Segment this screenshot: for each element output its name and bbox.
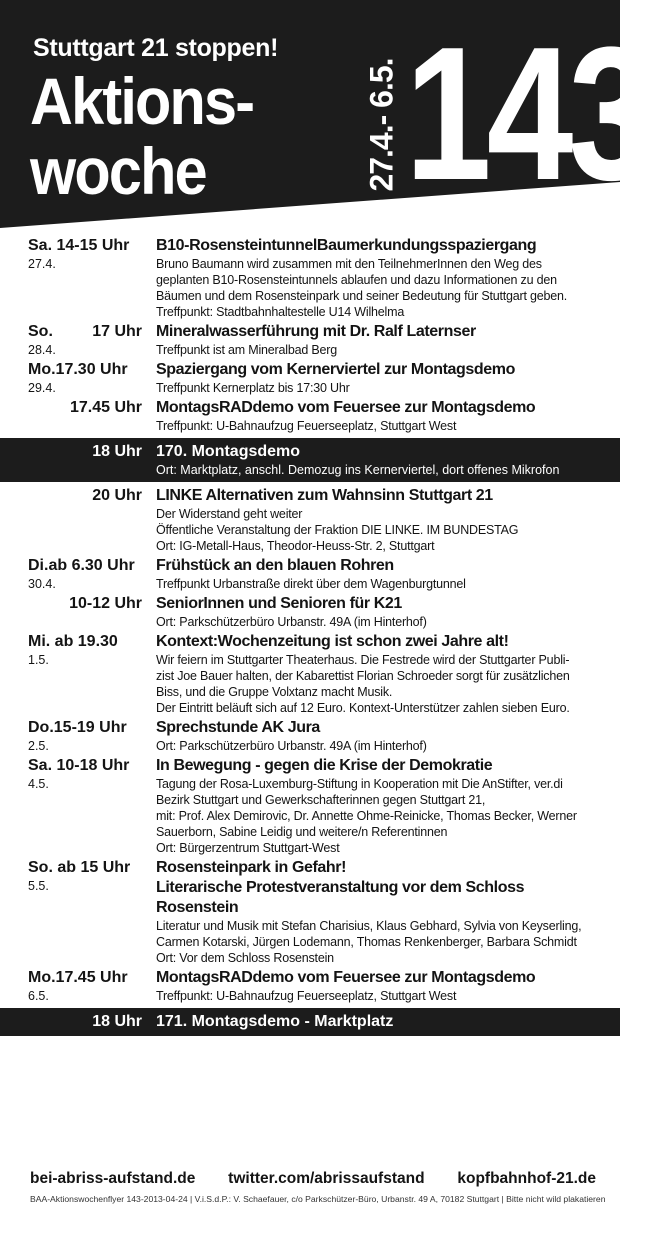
- event-desc-line: Treffpunkt: U-Bahnaufzug Feuerseeplatz, Stuttgart West: [156, 419, 457, 433]
- event-date: 5.5.: [28, 879, 49, 893]
- header-week-number: 143: [405, 8, 650, 220]
- event-day: Mo.17.30 Uhr: [28, 361, 128, 378]
- event-date: 1.5.: [28, 653, 49, 667]
- event-title: LINKE Alternativen zum Wahnsinn Stuttgart 21: [156, 487, 493, 504]
- event-desc-line: Der Eintritt beläuft sich auf 12 Euro. Kontext-Unterstützer zahlen sieben Euro.: [156, 701, 570, 715]
- event-desc-line: Carmen Kotarski, Jürgen Lodemann, Thomas Renkenberger, Barbara Schmidt: [156, 935, 577, 949]
- bar-title: 171. Montagsdemo - Marktplatz: [156, 1013, 394, 1030]
- header-title-line2: woche: [30, 134, 206, 208]
- event-title: Mineralwasserführung mit Dr. Ralf Laternser: [156, 323, 476, 340]
- event-item: [0, 756, 620, 856]
- event-date: 6.5.: [28, 989, 49, 1003]
- event-title: MontagsRADdemo vom Feuersee zur Montagsdemo: [156, 399, 536, 416]
- bar-desc: Ort: Marktplatz, anschl. Demozug ins Kernerviertel, dort offenes Mikrofon: [156, 463, 560, 477]
- header-kicker: Stuttgart 21 stoppen!: [33, 34, 279, 62]
- event-title: In Bewegung - gegen die Krise der Demokratie: [156, 757, 493, 774]
- event-desc-line: Ort: Vor dem Schloss Rosenstein: [156, 951, 334, 965]
- event-title: Frühstück an den blauen Rohren: [156, 557, 394, 574]
- event-desc-line: Ort: IG-Metall-Haus, Theodor-Heuss-Str. 2, Stuttgart: [156, 539, 435, 553]
- event-desc-line: Treffpunkt Kernerplatz bis 17:30 Uhr: [156, 381, 350, 395]
- event-item: [0, 594, 620, 630]
- event-desc-line: geplanten B10-Rosensteintunnels ablaufen und dazu Informationen zu den: [156, 273, 557, 287]
- event-desc-line: Wir feiern im Stuttgarter Theaterhaus. Die Festrede wird der Stuttgarter Publi-: [156, 653, 570, 667]
- event-desc-line: Sauerborn, Sabine Leidig und weitere/n Referentinnen: [156, 825, 448, 839]
- event-item: [0, 968, 620, 1004]
- event-time: 10-12 Uhr: [69, 595, 142, 612]
- event-desc-line: Bäumen und dem Rosensteinpark und seiner Bedeutung für Stuttgart geben.: [156, 289, 568, 303]
- event-title: Spaziergang vom Kernerviertel zur Montagsdemo: [156, 361, 515, 378]
- event-date: 4.5.: [28, 777, 49, 791]
- event-title: Rosensteinpark in Gefahr!: [156, 859, 347, 876]
- event-item: [0, 398, 620, 434]
- header-title-line1: Aktions-: [30, 64, 254, 138]
- event-desc-line: Treffpunkt ist am Mineralbad Berg: [156, 343, 337, 357]
- event-title: Sprechstunde AK Jura: [156, 719, 320, 736]
- montagsdemo-bar-170: [0, 438, 620, 482]
- flyer-header: [0, 0, 650, 232]
- footer-links: [30, 1170, 596, 1188]
- twitter-link[interactable]: twitter.com/abrissaufstand: [228, 1170, 425, 1187]
- imprint-text: BAA-Aktionswochenflyer 143-2013-04-24 | V.i.S.d.P.: V. Schaefauer, c/o Parkschützer-Büro, Urbanstr. 49 A, 70182 Stuttgart | Bitte nicht wild plakatieren: [30, 1194, 606, 1204]
- bar-time: 18 Uhr: [92, 443, 142, 460]
- flyer-footer: [0, 1160, 620, 1240]
- event-day: Do.15-19 Uhr: [28, 719, 127, 736]
- website-link-abriss[interactable]: bei-abriss-aufstand.de: [30, 1170, 196, 1187]
- event-time: 17 Uhr: [92, 323, 142, 340]
- website-link-kopfbahnhof[interactable]: kopfbahnhof-21.de: [457, 1170, 596, 1187]
- event-item: [0, 486, 620, 554]
- event-title: SeniorInnen und Senioren für K21: [156, 595, 402, 612]
- event-desc-line: mit: Prof. Alex Demirovic, Dr. Annette Ohme-Reinicke, Thomas Becker, Werner: [156, 809, 577, 823]
- event-desc-line: Treffpunkt: U-Bahnaufzug Feuerseeplatz, Stuttgart West: [156, 989, 457, 1003]
- event-title: B10-RosensteintunnelBaumerkundungsspaziergang: [156, 237, 537, 254]
- event-date: 2.5.: [28, 739, 49, 753]
- event-desc-line: Ort: Parkschützerbüro Urbanstr. 49A (im Hinterhof): [156, 739, 427, 753]
- event-desc-line: Treffpunkt Urbanstraße direkt über dem Wagenburgtunnel: [156, 577, 466, 591]
- event-time: 20 Uhr: [92, 487, 142, 504]
- event-desc-line: Bezirk Stuttgart und Gewerkschafterinnen gegen Stuttgart 21,: [156, 793, 486, 807]
- event-desc-line: Treffpunkt: Stadtbahnhaltestelle U14 Wilhelma: [156, 305, 405, 319]
- event-day: So. ab 15 Uhr: [28, 859, 131, 876]
- event-list: [0, 236, 620, 1040]
- event-day: Sa. 10-18 Uhr: [28, 757, 130, 774]
- event-date: 27.4.: [28, 257, 56, 271]
- event-desc-line: Öffentliche Veranstaltung der Fraktion DIE LINKE. IM BUNDESTAG: [156, 523, 519, 537]
- event-day: Sa. 14-15 Uhr: [28, 237, 130, 254]
- event-item: [0, 858, 620, 966]
- event-item: [0, 556, 620, 592]
- bar-time: 18 Uhr: [92, 1013, 142, 1030]
- event-item: [0, 236, 620, 320]
- header-dates: 27.4.- 6.5.: [363, 58, 400, 192]
- bar-title: 170. Montagsdemo: [156, 443, 301, 460]
- event-day: Mi. ab 19.30: [28, 633, 118, 650]
- event-day: Di.ab 6.30 Uhr: [28, 557, 135, 574]
- event-date: 28.4.: [28, 343, 56, 357]
- event-date: 30.4.: [28, 577, 56, 591]
- event-item: [0, 360, 620, 396]
- event-item: [0, 718, 620, 754]
- event-desc-line: Tagung der Rosa-Luxemburg-Stiftung in Kooperation mit Die AnStifter, ver.di: [156, 777, 563, 791]
- event-desc-line: Bruno Baumann wird zusammen mit den TeilnehmerInnen den Weg des: [156, 257, 542, 271]
- event-item: [0, 322, 620, 358]
- event-desc-line: zist Joe Bauer halten, der Kabarettist Florian Schroeder sorgt für zusätzlichen: [156, 669, 570, 683]
- event-desc-line: Biss, und die Gruppe Volxtanz macht Musik.: [156, 685, 393, 699]
- event-item: [0, 632, 620, 716]
- event-date: 29.4.: [28, 381, 56, 395]
- event-day: Mo.17.45 Uhr: [28, 969, 128, 986]
- event-desc-line: Der Widerstand geht weiter: [156, 507, 303, 521]
- event-desc-line: Ort: Parkschützerbüro Urbanstr. 49A (im Hinterhof): [156, 615, 427, 629]
- event-day: So.: [28, 323, 53, 340]
- montagsdemo-bar-171: [0, 1008, 620, 1036]
- event-desc-line: Literatur und Musik mit Stefan Charisius, Klaus Gebhard, Sylvia von Keyserling,: [156, 919, 582, 933]
- event-title: Kontext:Wochenzeitung ist schon zwei Jahre alt!: [156, 633, 509, 650]
- event-desc-line: Ort: Bürgerzentrum Stuttgart-West: [156, 841, 340, 855]
- event-time: 17.45 Uhr: [69, 399, 142, 416]
- event-title: MontagsRADdemo vom Feuersee zur Montagsdemo: [156, 969, 536, 986]
- event-subtitle: Literarische Protestveranstaltung vor dem Schloss Rosenstein: [156, 879, 525, 916]
